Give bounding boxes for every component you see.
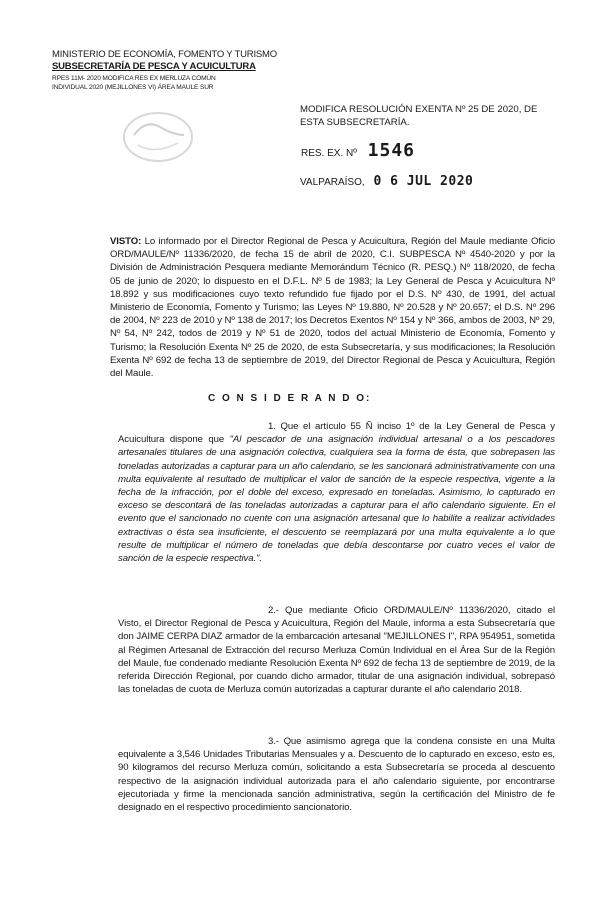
resolution-number-value: 1546 bbox=[367, 140, 416, 161]
resolution-date bbox=[300, 174, 473, 189]
ministry-name: MINISTERIO DE ECONOMÍA, FOMENTO Y TURISMO bbox=[52, 49, 277, 60]
date-value: 0 6 JUL 2020 bbox=[373, 174, 474, 189]
resolution-number bbox=[301, 140, 415, 161]
visto-label: VISTO: bbox=[110, 236, 142, 247]
subject-line-2: ESTA SUBSECRETARÍA. bbox=[300, 117, 410, 128]
paragraph-1-quote: "Al pescador de una asignación individual artesanal o a los pescadores artesanales titulares de una asignación colectiva, cualquiera sea la forma de ésta, que sobrepasen las toneladas autorizadas a capturar para un año calendario, se les sancionará administrativamente con una multa equivalente al resultado de multiplicar el valor de sanción de la especie respectiva, vigente a la fecha de la infracción, por el doble del exceso, expresado en toneladas. Asimismo, lo capturado en exceso se descontará de las toneladas autorizadas a capturar para el año calendario siguiente. En el evento que el sancionado no cuente con una asignación artesanal que lo habilite a realizar actividades extractivas o ésta sea insuficiente, el descuento se reemplazará por una multa equivalente a lo que resulte de multiplicar el número de toneladas que debía descontarse por cuatro veces el valor de sanción de la especie respectiva.". bbox=[118, 434, 555, 565]
considerando-title: C O N S I D E R A N D O: bbox=[208, 393, 372, 404]
date-place: VALPARAÍSO, bbox=[300, 177, 365, 188]
reference-line-2: INDIVIDUAL 2020 (MEJILLONES VI) ÁREA MAULE SUR bbox=[52, 83, 214, 91]
subject-line-1: MODIFICA RESOLUCIÓN EXENTA Nº 25 DE 2020, DE bbox=[300, 104, 538, 115]
considerando-paragraph-1 bbox=[118, 420, 555, 565]
visto-paragraph bbox=[110, 235, 555, 380]
document-reference bbox=[52, 75, 262, 92]
resolution-number-label: RES. EX. Nº bbox=[301, 148, 357, 159]
paragraph-2-text: 2.- Que mediante Oficio ORD/MAULE/Nº 11336/2020, citado el Visto, el Director Regional de Pesca y Acuicultura, Región del Maule, informa a esta Subsecretaría que don JAIME CERPA DIAZ armador de la embarcación artesanal "MEJILLONES I", RPA 954951, sometida al Régimen Artesanal de Extracción del recurso Merluza Común Individual en el Área Sur de la Región del Maule, fue condenado mediante Resolución Exenta Nº 692 de fecha 13 de septiembre de 2019, de la referida Dirección Regional, por cuando dicho armador, titular de una asignación individual, sobrepasó las toneladas de cuota de Merluza común autorizadas a capturar durante el año calendario 2018. bbox=[118, 605, 555, 696]
reference-line-1: RPES 11M- 2020 MODIFICA RES EX MERLUZA COMÚN bbox=[52, 75, 216, 82]
considerando-paragraph-3 bbox=[118, 735, 555, 814]
paragraph-1-lead: 1. Que el artículo 55 Ñ inciso 1º de la Ley General de Pesca y Acuicultura dispone que bbox=[118, 421, 555, 446]
faded-stamp bbox=[98, 105, 218, 169]
visto-text: Lo informado por el Director Regional de Pesca y Acuicultura, Región del Maule mediante Oficio ORD/MAULE/Nº 11336/2020, de fecha 15 de abril de 2020, C.I. SUBPESCA Nº 4540-2020 y por la División de Administración Pesquera mediante Memorándum Técnico (R. PESQ.) Nº 118/2020, de fecha 05 de junio de 2020; lo dispuesto en el D.F.L. Nº 5 de 1983; la Ley General de Pesca y Acuicultura Nº 18.892 y sus modificaciones cuyo texto refundido fue fijado por el D.S. Nº 430, de 1991, del actual Ministerio de Economía, Fomento y Turismo; las Leyes Nº 19.880, Nº 20.528 y Nº 20.657; el D.S. Nº 296 de 2004, Nº 223 de 2010 y Nº 138 de 2017; los Decretos Exentos Nº 154 y Nº 366, ambos de 2003, Nº 29, Nº 54, Nº 242, todos de 2019 y Nº 51 de 2020, todos del actual Ministerio de Economía, Fomento y Turismo; la Resolución Exenta Nº 25 de 2020, de esta Subsecretaría, y sus modificaciones; la Resolución Exenta Nº 692 de fecha 13 de septiembre de 2019, del Director Regional de Pesca y Acuicultura, Región del Maule. bbox=[110, 236, 555, 380]
resolution-subject bbox=[300, 103, 540, 129]
considerando-paragraph-2 bbox=[118, 604, 555, 696]
paragraph-3-text: 3.- Que asimismo agrega que la condena consiste en una Multa equivalente a 3,546 Unidades Tributarias Mensuales y a. Descuento de lo capturado en exceso, esto es, 90 kilogramos del recurso Merluza común, solicitando a esta Subsecretaría se proceda al descuento respectivo de la asignación individual autorizada para el año calendario siguiente, por encontrarse ejecutoriada y firme la mencionada sanción administrativa, según la certificación del Ministro de fe designado en el respectivo procedimiento sancionatorio. bbox=[118, 736, 555, 814]
subsecretaria-name: SUBSECRETARÍA DE PESCA Y ACUICULTURA bbox=[52, 61, 256, 72]
